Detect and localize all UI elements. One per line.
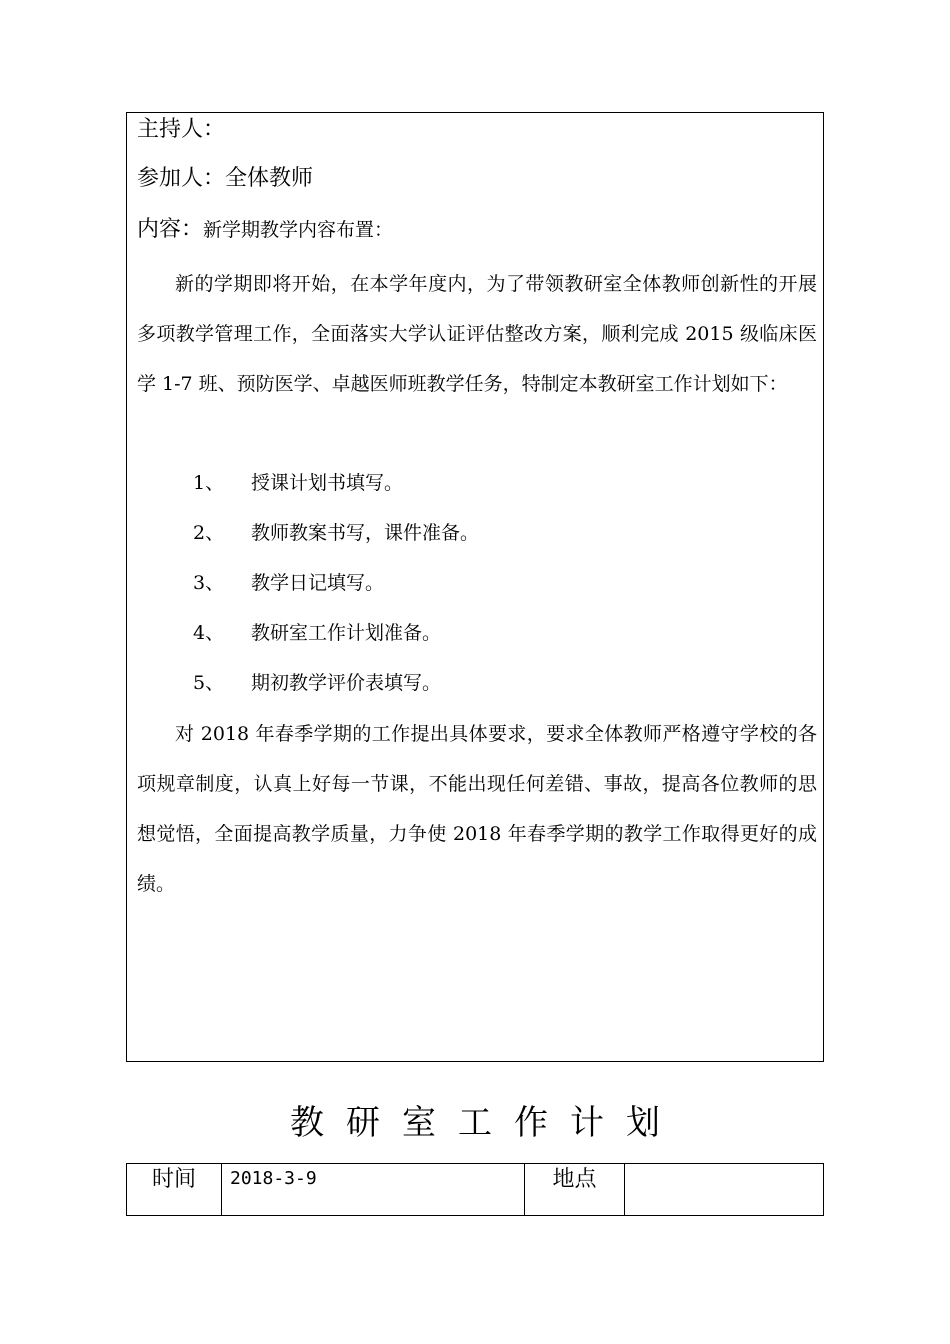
list-item <box>193 468 403 498</box>
host-label: 主持人： <box>137 117 226 142</box>
info-table <box>126 1163 824 1216</box>
list-item-text: 教师教案书写，课件准备。 <box>251 522 480 544</box>
list-item-text: 授课计划书填写。 <box>251 472 404 494</box>
list-item-number: 2、 <box>193 522 225 544</box>
participants-value: 全体教师 <box>225 166 314 191</box>
list-item-text: 教研室工作计划准备。 <box>251 622 442 644</box>
time-value: 2018-3-9 <box>222 1164 525 1216</box>
content-label: 内容： <box>137 217 204 242</box>
participants-label: 参加人： <box>137 166 226 191</box>
participants-line <box>137 164 313 194</box>
list-item-text: 教学日记填写。 <box>251 572 385 594</box>
place-value <box>625 1164 824 1216</box>
place-label: 地点 <box>525 1164 625 1216</box>
content-line <box>137 215 393 245</box>
list-item-number: 1、 <box>193 472 225 494</box>
list-item-number: 3、 <box>193 572 225 594</box>
list-item-text: 期初教学评价表填写。 <box>251 672 442 694</box>
page-title: 教研室工作计划 <box>290 1103 682 1143</box>
closing-paragraph: 对 2018 年春季学期的工作提出具体要求，要求全体教师严格遵守学校的各项规章制度，认真上好每一节课，不能出现任何差错、事故，提高各位教师的思想觉悟，全面提高教学质量，力争使 2018 年春季学期的教学工作取得更好的成绩。 <box>137 723 817 895</box>
list-item <box>193 618 441 648</box>
list-item <box>193 568 384 598</box>
intro-paragraph: 新的学期即将开始，在本学年度内，为了带领教研室全体教师创新性的开展多项教学管理工作，全面落实大学认证评估整改方案，顺利完成 2015 级临床医学 1-7 班、预防医学、卓越医师班教学任务，特制定本教研室工作计划如下： <box>137 273 817 395</box>
meeting-record-box <box>126 112 824 1062</box>
list-item-number: 5、 <box>193 672 225 694</box>
list-item-number: 4、 <box>193 622 225 644</box>
host-line <box>137 115 225 145</box>
time-label: 时间 <box>127 1164 222 1216</box>
list-item <box>193 518 479 548</box>
list-item <box>193 668 441 698</box>
content-value: 新学期教学内容布置： <box>203 219 394 241</box>
